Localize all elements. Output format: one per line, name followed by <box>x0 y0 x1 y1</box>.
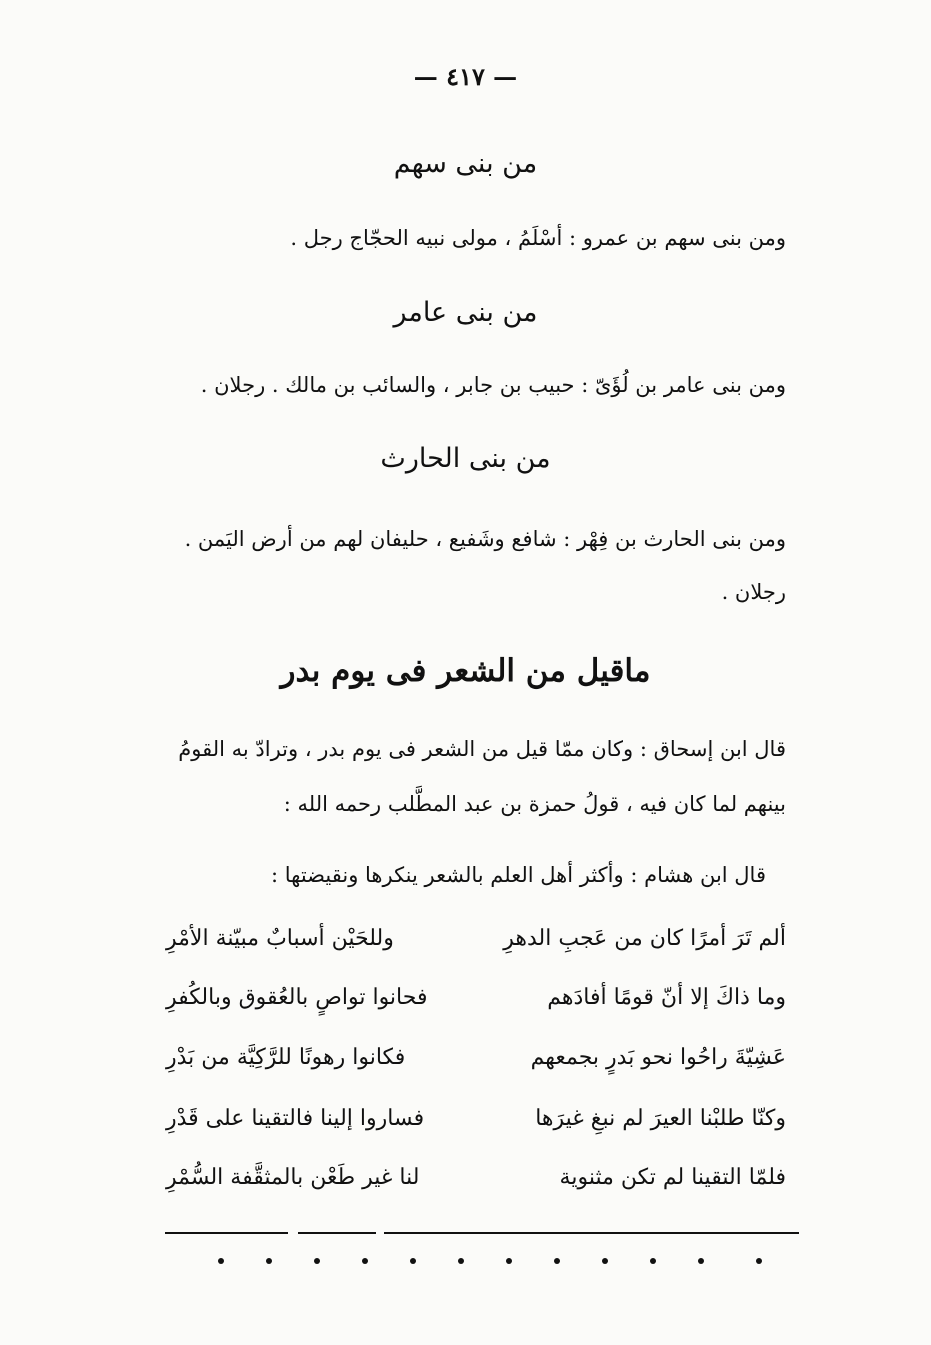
verse-2 <box>166 985 786 1021</box>
intro-line-2: بينهم لما كان فيه ، قولُ حمزة بن عبد المطَّلب رحمه الله : <box>283 792 786 816</box>
heading-bani-amir: من بنى عامر <box>393 297 538 328</box>
intro-line-1: قال ابن إسحاق : وكان ممّا قيل من الشعر فى يوم بدر ، وترادّ به القومُ <box>178 737 786 761</box>
verse-3 <box>166 1045 786 1081</box>
footer-dot <box>218 1258 224 1264</box>
page-number: — ٤١٧ — <box>413 62 518 91</box>
verse-2-first-hemistich: وما ذاكَ إلا أنّ قومًا أفادَهم <box>547 985 786 1010</box>
paragraph-bani-amir: ومن بنى عامر بن لُؤَىّ : حبيب بن جابر ، والسائب بن مالك . رجلان . <box>200 373 786 397</box>
verse-5-first-hemistich: فلمّا التقينا لم تكن مثنوية <box>559 1165 786 1190</box>
footer-dot <box>698 1258 704 1264</box>
verse-4-second-hemistich: فساروا إلينا فالتقينا على قَدْرِ <box>166 1106 425 1131</box>
footer-dot <box>756 1258 762 1264</box>
paragraph-bani-sahm: ومن بنى سهم بن عمرو : أسْلَمُ ، مولى نبيه الحجّاج رجل . <box>290 226 786 250</box>
paragraph-bani-harith-line1: ومن بنى الحارث بن فِهْر : شافع وشَفيع ، حليفان لهم من أرض اليَمن . <box>184 527 786 551</box>
verse-4 <box>166 1106 786 1142</box>
verse-1-first-hemistich: ألم تَرَ أمرًا كان من عَجبِ الدهرِ <box>503 926 786 951</box>
footer-dot-row <box>200 1254 780 1268</box>
verse-5 <box>166 1165 786 1201</box>
verse-3-second-hemistich: فكانوا رهونًا للرَّكِيَّة من بَدْرِ <box>166 1045 406 1070</box>
verse-3-first-hemistich: عَشِيّةَ راحُوا نحو بَدرٍ بجمعهم <box>530 1045 786 1070</box>
footer-dot <box>314 1258 320 1264</box>
paragraph-bani-harith-line2: رجلان . <box>721 580 786 604</box>
footer-rule-middle <box>298 1232 376 1234</box>
footer-rule-left <box>165 1232 288 1234</box>
heading-bani-sahm: من بنى سهم <box>393 148 538 179</box>
verse-5-second-hemistich: لنا غير طَعْن بالمثقَّفة السُّمْرِ <box>166 1165 420 1190</box>
footer-dot <box>410 1258 416 1264</box>
ibn-hisham-note: قال ابن هشام : وأكثر أهل العلم بالشعر ينكرها ونقيضتها : <box>271 863 766 887</box>
poetry-section-title: ماقيل من الشعر فى يوم بدر <box>280 653 651 689</box>
footer-dot <box>554 1258 560 1264</box>
footer-rule-right <box>384 1232 799 1234</box>
footer-dot <box>650 1258 656 1264</box>
verse-1 <box>166 926 786 962</box>
footer-dot <box>506 1258 512 1264</box>
footer-dot <box>458 1258 464 1264</box>
verse-4-first-hemistich: وكنّا طلبْنا العيرَ لم نبغِ غيرَها <box>535 1106 786 1131</box>
footer-dot <box>266 1258 272 1264</box>
verse-1-second-hemistich: وللحَيْن أسبابٌ مبيّنة الأمْرِ <box>166 926 394 951</box>
verse-2-second-hemistich: فحانوا تواصٍ بالعُقوق وبالكُفرِ <box>166 985 428 1010</box>
footer-dot <box>362 1258 368 1264</box>
footer-dot <box>602 1258 608 1264</box>
heading-bani-harith: من بنى الحارث <box>380 443 551 474</box>
